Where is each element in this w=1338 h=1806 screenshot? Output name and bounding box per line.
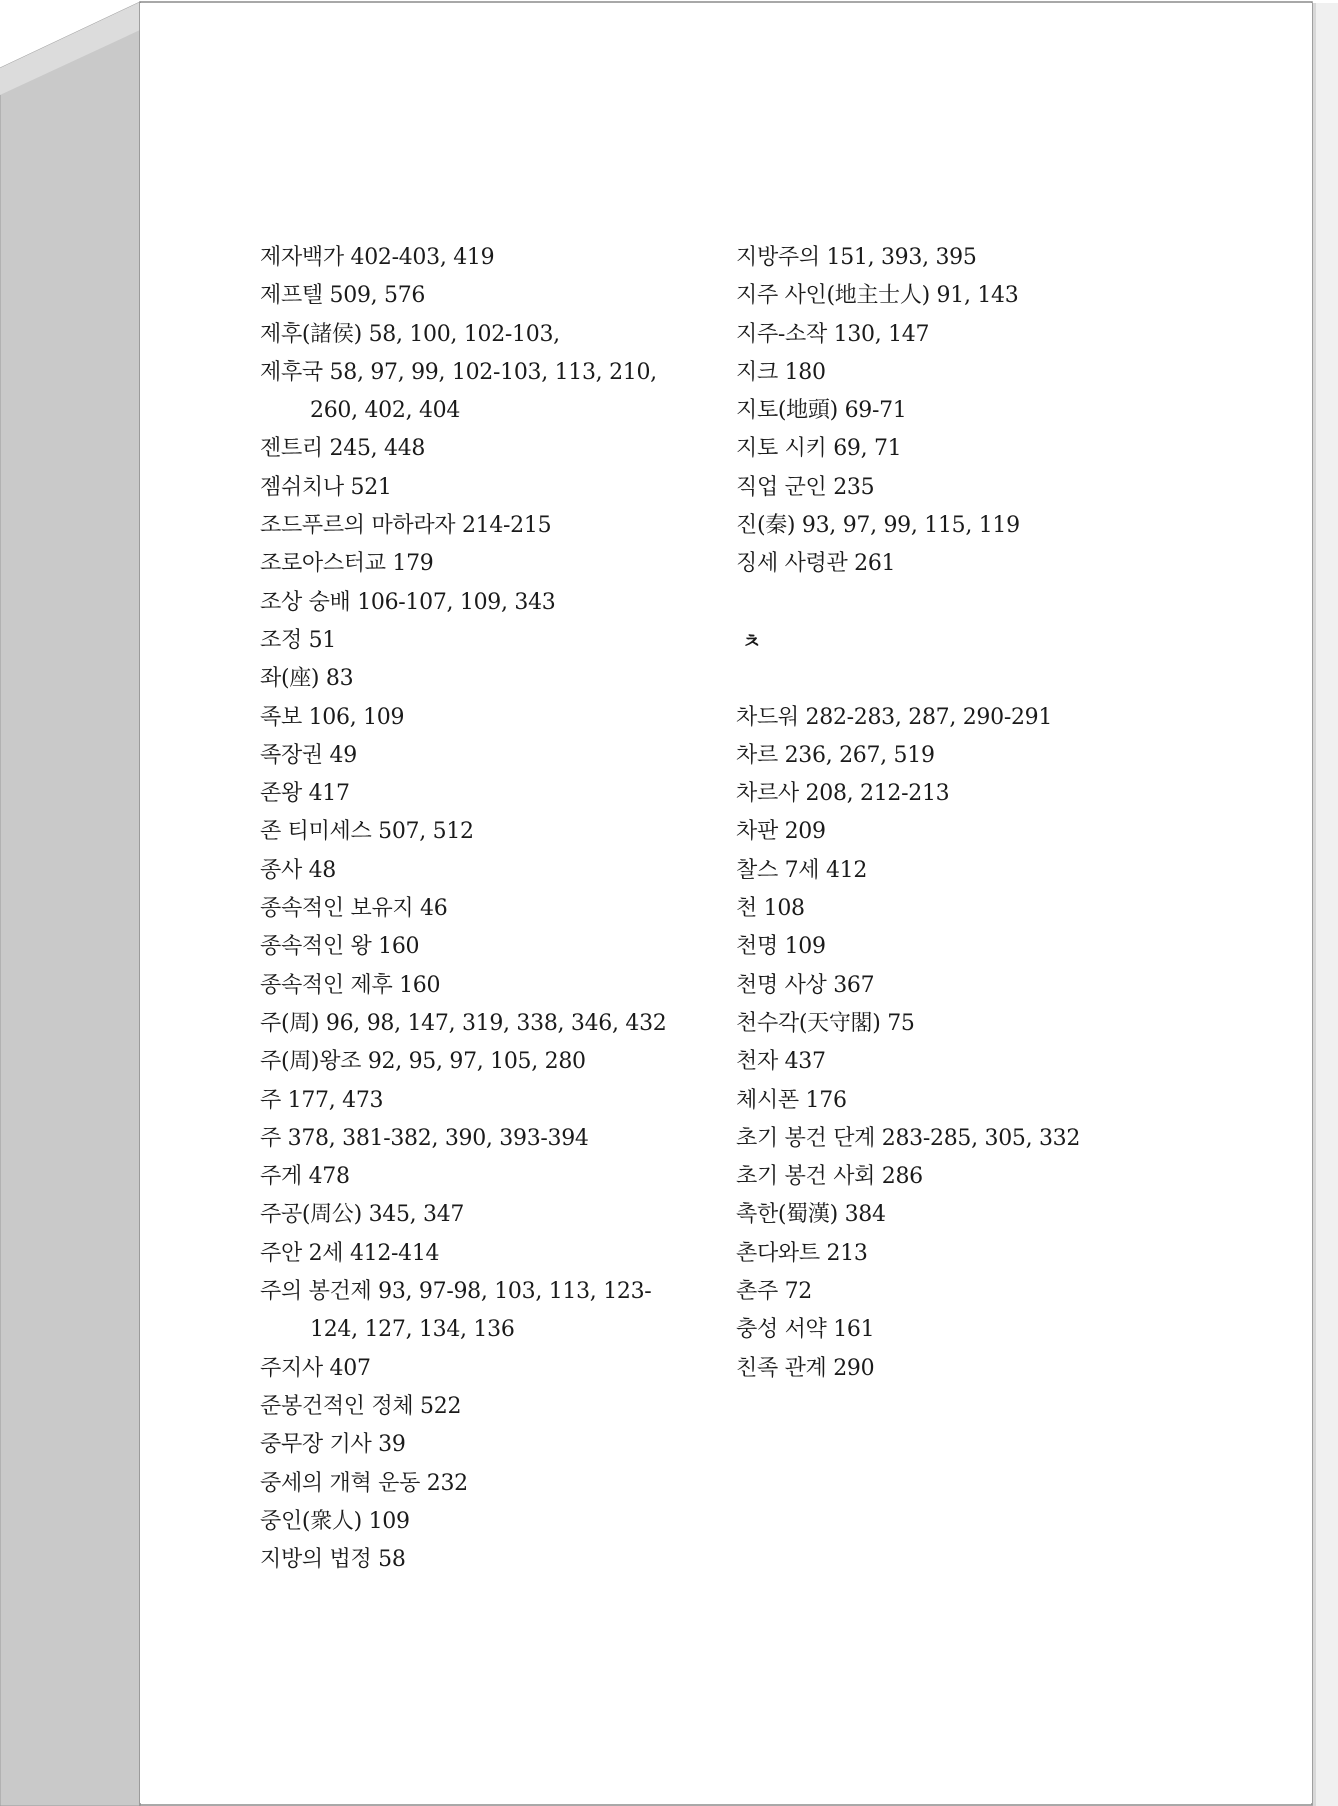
index-entry: 지크 180 [736,359,826,385]
index-entry: 주 378, 381-382, 390, 393-394 [260,1125,589,1151]
index-entry: 조드푸르의 마하라자 214-215 [260,513,552,539]
index-entry: 주(周) 96, 98, 147, 319, 338, 346, 432 [260,1010,667,1036]
index-entry: 초기 봉건 사회 286 [736,1164,923,1190]
index-entry: 젬쉬치나 521 [260,474,392,500]
index-entry: 차르사 208, 212-213 [736,781,950,807]
index-entry: 주지사 407 [260,1355,371,1381]
index-entry: 주안 2세 412-414 [260,1240,440,1266]
index-entry: 존 티미세스 507, 512 [260,819,474,845]
index-entry-continued: 124, 127, 134, 136 [310,1317,515,1343]
index-column-left [260,239,730,1579]
index-entry: 차드워 282-283, 287, 290-291 [736,704,1053,730]
index-entry: 천명 사상 367 [736,972,875,998]
index-entry: 준봉건적인 정체 522 [260,1393,462,1419]
section-gap [736,584,1206,622]
index-entry: 친족 관계 290 [736,1355,875,1381]
index-entry: 천수각(天守閣) 75 [736,1010,915,1036]
index-entry: 체시폰 176 [736,1087,847,1113]
index-entry: 촉한(蜀漢) 384 [736,1202,886,1228]
index-entry: 주(周)왕조 92, 95, 97, 105, 280 [260,1049,586,1075]
index-entry: 중세의 개혁 운동 232 [260,1470,468,1496]
index-entry: 진(秦) 93, 97, 99, 115, 119 [736,513,1020,539]
index-entry: 제자백가 402-403, 419 [260,245,495,270]
index-column-right [736,239,1206,1388]
index-entry: 지방의 법정 58 [260,1547,406,1573]
index-entry: 지주-소작 130, 147 [736,321,930,347]
index-entry: 지방주의 151, 393, 395 [736,245,977,270]
index-entry: 주의 봉건제 93, 97-98, 103, 113, 123- [260,1279,652,1305]
index-entry: 종속적인 왕 160 [260,934,420,960]
index-entry: 제후(諸侯) 58, 100, 102-103, [260,321,560,347]
index-entry: 직업 군인 235 [736,474,875,500]
index-entry: 종속적인 제후 160 [260,972,441,998]
index-entry: 충성 서약 161 [736,1317,875,1343]
section-gap [736,660,1206,698]
index-entry: 족보 106, 109 [260,704,405,730]
section-heading: ㅊ [742,628,762,653]
index-entry: 차르 236, 267, 519 [736,742,935,768]
index-entry: 지주 사인(地主士人) 91, 143 [736,283,1019,309]
index-entry: 천자 437 [736,1049,826,1075]
index-entry: 조로아스터교 179 [260,551,434,577]
index-entry: 중인(衆人) 109 [260,1508,410,1534]
index-entry: 조상 숭배 106-107, 109, 343 [260,589,556,615]
index-entry: 차판 209 [736,819,826,845]
index-entry: 촌다와트 213 [736,1240,868,1266]
index-page [140,3,1312,1803]
index-entry: 지토 시키 69, 71 [736,436,902,462]
index-entry: 좌(座) 83 [260,666,354,692]
index-entry: 종사 48 [260,857,336,883]
index-entry: 천 108 [736,896,805,922]
index-entry: 징세 사령관 261 [736,551,896,577]
index-entry: 제프텔 509, 576 [260,283,426,309]
index-entry: 조정 51 [260,627,336,653]
index-entry: 천명 109 [736,934,826,960]
index-entry: 존왕 417 [260,781,350,807]
index-entry: 지토(地頭) 69-71 [736,398,907,424]
index-entry: 주 177, 473 [260,1087,384,1113]
index-entry: 종속적인 보유지 46 [260,896,448,922]
index-entry: 촌주 72 [736,1279,812,1305]
book-spine [0,2,140,1806]
index-entry: 젠트리 245, 448 [260,436,426,462]
index-entry: 주공(周公) 345, 347 [260,1202,465,1228]
index-entry: 중무장 기사 39 [260,1432,406,1458]
index-entry-continued: 260, 402, 404 [310,398,461,424]
index-entry: 족장권 49 [260,742,357,768]
index-entry: 제후국 58, 97, 99, 102-103, 113, 210, [260,359,657,385]
index-entry: 초기 봉건 단계 283-285, 305, 332 [736,1125,1081,1151]
index-entry: 주게 478 [260,1164,350,1190]
index-entry: 찰스 7세 412 [736,857,868,883]
